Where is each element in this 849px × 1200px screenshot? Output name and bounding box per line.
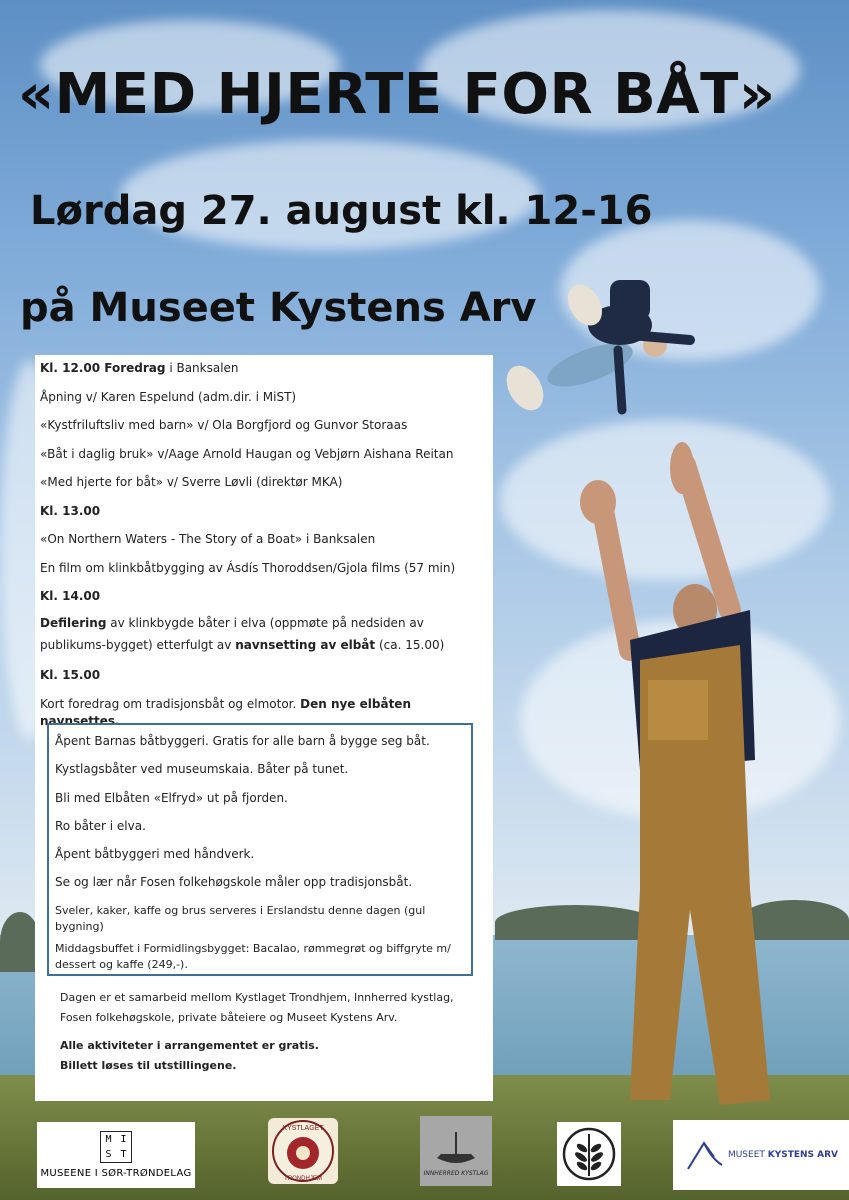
innherred-text: INNHERRED KYSTLAG [423,1169,489,1177]
program-time: Kl. 13.00 [40,503,101,518]
kystlaget-trondhjem-logo [268,1118,338,1184]
man-photo [570,440,830,1130]
program-block-1200 [40,360,490,377]
program-text: i Banksalen [165,361,239,375]
activity-item: Se og lær når Fosen folkehøgskole måler opp tradisjonsbåt. [55,875,413,890]
mist-letter: S [105,1149,112,1160]
mka-mark-icon [684,1135,724,1175]
mist-letter: I [120,1134,127,1145]
activities-box [47,723,473,976]
program-line [40,612,490,656]
activity-item: Ro båter i elva. [55,818,146,833]
mka-bold: KYSTENS ARV [767,1150,839,1160]
mist-mark [100,1131,132,1163]
ticket-text: Billett løses til utstillingene. [60,1059,237,1072]
innherred-kystlag-logo [420,1116,492,1186]
food-item: Middagsbuffet i Formidlingsbygget: Bacalao, rømmegrøt og biffgryte m/ dessert og kaffe (249,-). [55,941,451,971]
kystlaget-bottom-text: TRONDHJEM [284,1176,322,1182]
leaf-icon [561,1126,617,1182]
activity-item: Åpent Barnas båtbyggeri. Gratis for alle barn å bygge seg båt. [55,734,430,748]
program-line: «Med hjerte for båt» v/ Sverre Løvli (direktør MKA) [40,475,343,489]
boat-icon [431,1126,481,1170]
partners-text: Dagen er et samarbeid mellom Kystlaget Trondhjem, Innherred kystlag, Fosen folkehøgskole, private båteiere og Museet Kystens Arv. [60,991,454,1024]
mka-prefix: MUSEET [727,1150,768,1160]
activity-item: Kystlagsbåter ved museumskaia. Båter på tunet. [55,762,349,777]
program-time: Kl. 14.00 [40,589,101,603]
museet-kystens-arv-logo [673,1120,849,1190]
mist-letter: M [105,1134,112,1145]
headline: «MED HJERTE FOR BÅT» [18,62,776,127]
program-list [40,360,490,741]
free-text: Alle aktiviteter i arrangementet er gratis. [60,1039,319,1052]
program-line: «Kystfriluftsliv med barn» v/ Ola Borgfjord og Gunvor Storaas [40,418,408,432]
program-line: «On Northern Waters - The Story of a Boat» i Banksalen [40,532,376,546]
program-time: Kl. 15.00 [40,668,101,682]
program-line: En film om klinkbåtbygging av Ásdís Thoroddsen/Gjola films (57 min) [40,560,456,575]
mist-name: MUSEENE I SØR-TRØNDELAG [40,1168,192,1179]
venue-line: på Museet Kystens Arv [20,285,537,331]
program-text: av klinkbygde båter i elva (oppmøte på nedsiden av publikums-bygget) etterfulgt av [40,615,424,652]
program-bold: Defilering [40,615,107,630]
program-text: Kort foredrag om tradisjonsbåt og elmotor. [40,696,301,711]
kystlaget-top-text: KYSTLAGET [282,1125,324,1132]
island [0,912,40,972]
program-time: Kl. 12.00 Foredrag [40,361,166,375]
kystlaget-emblem [270,1118,336,1184]
footer-text [60,988,480,1084]
program-line: Åpning v/ Karen Espelund (adm.dir. i MiST) [40,389,297,404]
program-bold: Den nye elbåten navnsettes. [40,696,411,728]
food-item: Sveler, kaker, kaffe og brus serveres i Erslandstu denne dagen (gul bygning) [55,903,426,933]
activity-item: Bli med Elbåten «Elfryd» ut på fjorden. [55,790,288,805]
activity-item: Åpent båtbyggeri med håndverk. [55,847,255,862]
program-line: «Båt i daglig bruk» v/Aage Arnold Haugan og Vebjørn Aishana Reitan [40,446,454,461]
program-bold: navnsetting av elbåt [235,637,376,652]
date-line: Lørdag 27. august kl. 12-16 [30,188,653,234]
mist-letter: T [120,1149,127,1160]
program-text: (ca. 15.00) [375,637,445,652]
mist-logo [37,1122,195,1188]
mka-name [728,1150,838,1160]
fosen-folkehogskole-logo [557,1122,621,1186]
